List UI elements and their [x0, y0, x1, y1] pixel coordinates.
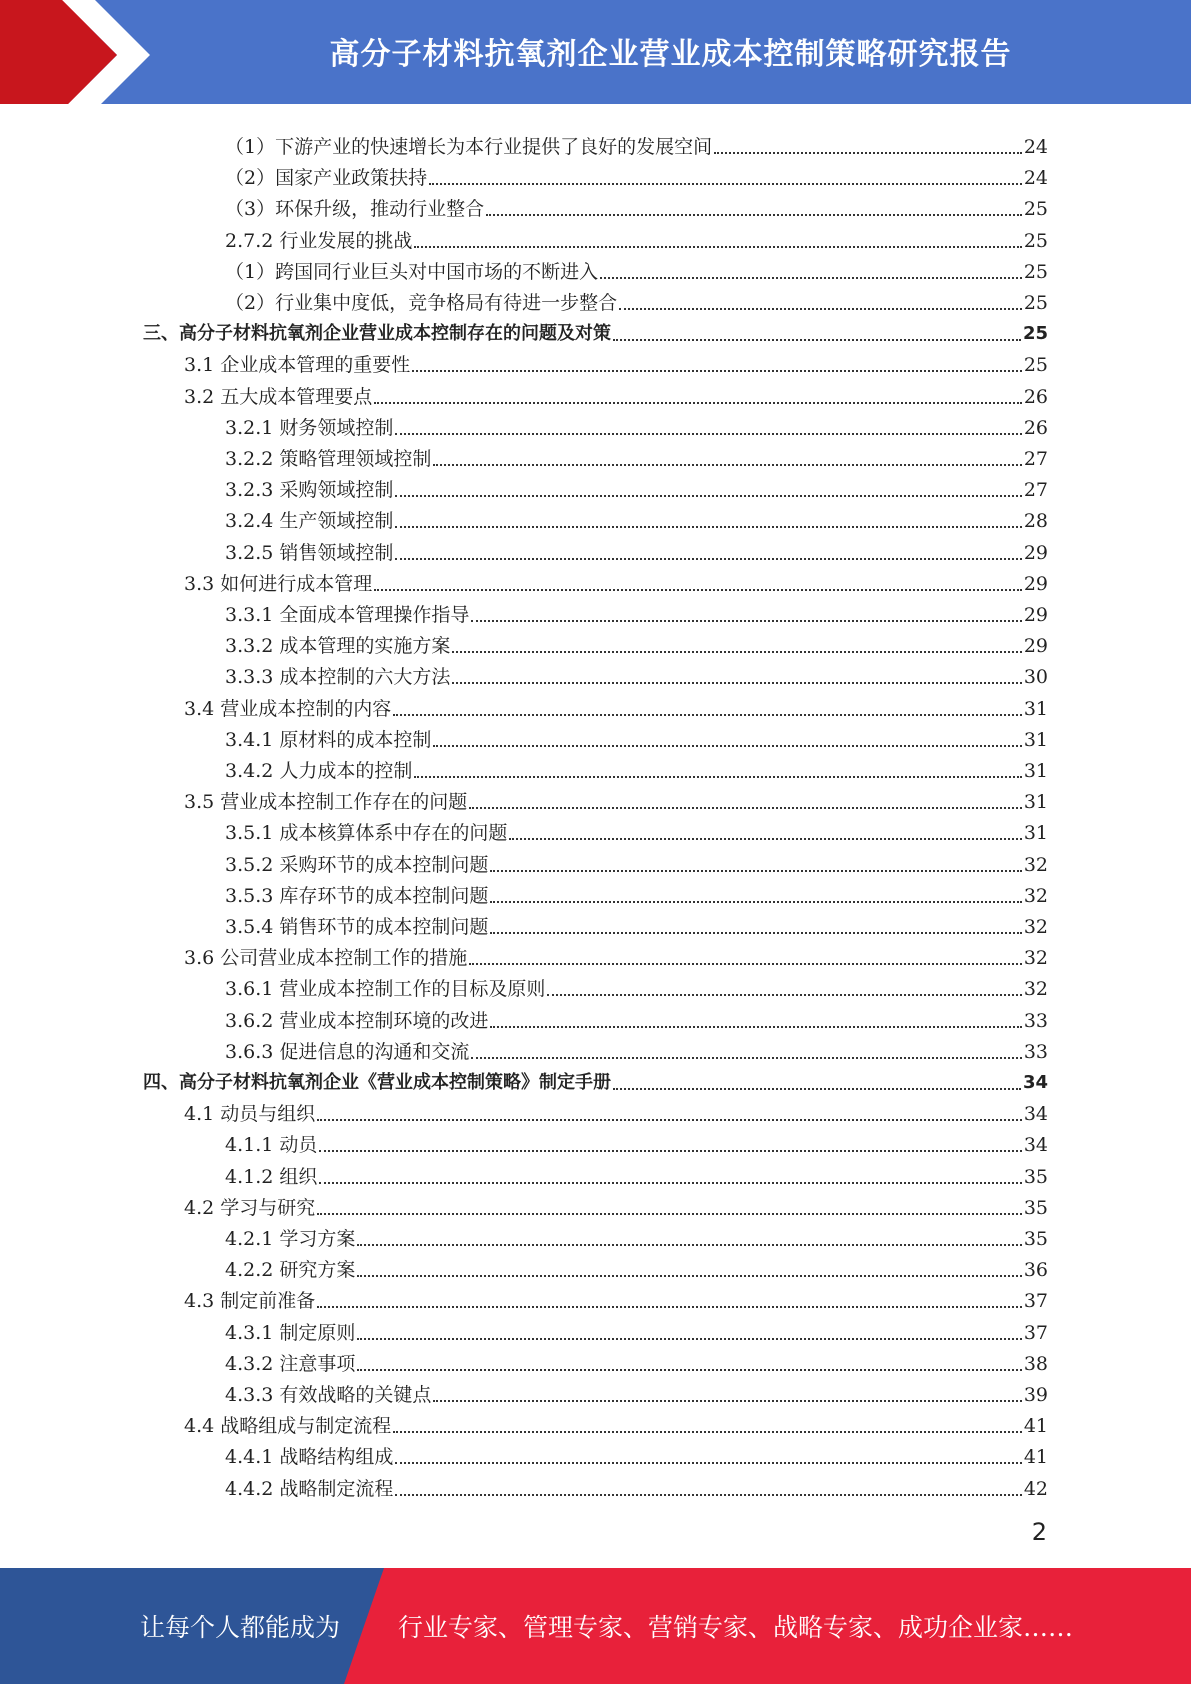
toc-entry[interactable]: [184, 378, 1048, 409]
toc-entry-page: 25: [1023, 198, 1048, 221]
toc-entry-page: 26: [1023, 385, 1048, 408]
toc-entry[interactable]: [225, 1470, 1048, 1501]
toc-entry-title: 4.1 动员与组织: [184, 1103, 316, 1126]
toc-entry[interactable]: [225, 721, 1048, 752]
toc-entry[interactable]: [225, 846, 1048, 877]
toc-entry-title: 3.6.3 促进信息的沟通和交流: [225, 1040, 470, 1063]
toc-entry[interactable]: [225, 222, 1048, 253]
toc-entry[interactable]: [225, 534, 1048, 565]
toc-dot-leader: [714, 152, 1022, 154]
toc-entry-title: 3.3.2 成本管理的实施方案: [225, 635, 451, 658]
toc-entry-page: 25: [1023, 229, 1048, 252]
toc-entry[interactable]: [225, 1033, 1048, 1064]
toc-entry-title: 3.4 营业成本控制的内容: [184, 697, 392, 720]
slogan-footer: [0, 1568, 1191, 1684]
toc-entry-title: 4.4 战略组成与制定流程: [184, 1415, 392, 1438]
toc-entry-page: 42: [1023, 1477, 1048, 1500]
toc-entry-title: （3）环保升级，推动行业整合: [225, 198, 485, 221]
toc-entry-title: 4.4.1 战略结构组成: [225, 1446, 394, 1469]
toc-dot-leader: [414, 776, 1021, 778]
toc-entry-page: 35: [1023, 1228, 1048, 1250]
toc-dot-leader: [319, 1182, 1021, 1184]
toc-entry[interactable]: [225, 1314, 1048, 1345]
toc-entry-title: （2）国家产业政策扶持: [225, 167, 428, 190]
toc-entry-title: 3.2.5 销售领域控制: [225, 541, 394, 564]
footer-slogan-right: 行业专家、管理专家、营销专家、战略专家、成功企业家……: [398, 1613, 1074, 1642]
toc-dot-leader: [395, 433, 1021, 435]
toc-entry-page: 25: [1023, 354, 1048, 377]
toc-entry[interactable]: [184, 690, 1048, 721]
toc-entry[interactable]: [225, 190, 1048, 221]
toc-dot-leader: [357, 1369, 1021, 1371]
toc-entry-page: 33: [1023, 1040, 1048, 1063]
toc-entry[interactable]: [225, 814, 1048, 845]
toc-dot-leader: [471, 1057, 1021, 1059]
toc-entry-page: 38: [1023, 1352, 1048, 1375]
toc-entry-title: （1）下游产业的快速增长为本行业提供了良好的发展空间: [225, 136, 713, 158]
toc-entry-title: 3.4.1 原材料的成本控制: [225, 728, 432, 751]
toc-entry-title: 3.2.3 采购领域控制: [225, 479, 394, 502]
toc-entry-page: 31: [1023, 760, 1048, 782]
toc-entry-page: 41: [1023, 1415, 1048, 1438]
header-underline: [0, 104, 1191, 110]
toc-entry-page: 25: [1023, 260, 1048, 283]
toc-entry-page: 34: [1023, 1103, 1048, 1126]
toc-dot-leader: [393, 1431, 1022, 1433]
toc-entry[interactable]: [225, 908, 1048, 939]
toc-dot-leader: [395, 495, 1021, 497]
toc-entry-title: 3.4.2 人力成本的控制: [225, 760, 413, 782]
toc-entry-title: 3.6.1 营业成本控制工作的目标及原则: [225, 978, 546, 1001]
toc-dot-leader: [374, 402, 1022, 404]
toc-entry-page: 35: [1023, 1196, 1048, 1219]
toc-entry[interactable]: [143, 1064, 1048, 1095]
toc-dot-leader: [414, 246, 1021, 248]
toc-dot-leader: [490, 1026, 1021, 1028]
toc-entry-title: 3.6.2 营业成本控制环境的改进: [225, 1009, 489, 1032]
toc-entry-page: 33: [1023, 1009, 1048, 1032]
toc-entry-title: 4.2.1 学习方案: [225, 1228, 356, 1250]
header-arrow-decoration: [0, 0, 150, 110]
toc-entry[interactable]: [225, 1220, 1048, 1251]
toc-entry-page: 31: [1023, 791, 1048, 814]
toc-entry-title: 3.1 企业成本管理的重要性: [184, 354, 411, 377]
toc-dot-leader: [395, 1462, 1021, 1464]
toc-entry-page: 32: [1023, 884, 1048, 907]
toc-entry-page: 35: [1023, 1165, 1048, 1188]
toc-entry-page: 32: [1023, 978, 1048, 1001]
toc-entry-page: 37: [1023, 1321, 1048, 1344]
toc-entry-page: 24: [1023, 167, 1048, 190]
toc-entry-page: 32: [1023, 916, 1048, 938]
toc-entry[interactable]: [225, 658, 1048, 689]
toc-entry[interactable]: [184, 346, 1048, 377]
toc-entry-title: 3.5.2 采购环节的成本控制问题: [225, 853, 489, 876]
toc-dot-leader: [429, 183, 1022, 185]
toc-dot-leader: [490, 901, 1021, 903]
toc-dot-leader: [490, 870, 1021, 872]
toc-dot-leader: [357, 1275, 1021, 1277]
toc-entry-title: 3.5.1 成本核算体系中存在的问题: [225, 822, 508, 845]
toc-dot-leader: [317, 1213, 1022, 1215]
toc-entry[interactable]: [184, 1282, 1048, 1313]
toc-entry-title: 4.3.3 有效战略的关键点: [225, 1384, 432, 1406]
toc-dot-leader: [412, 370, 1022, 372]
toc-entry-title: 3.3 如何进行成本管理: [184, 572, 373, 595]
toc-entry-page: 31: [1023, 697, 1048, 720]
toc-entry-page: 30: [1023, 666, 1048, 689]
toc-entry[interactable]: [184, 939, 1048, 970]
toc-entry-title: 2.7.2 行业发展的挑战: [225, 229, 413, 252]
toc-entry-page: 29: [1023, 635, 1048, 658]
toc-entry-title: 4.1.1 动员: [225, 1134, 318, 1157]
toc-entry-page: 25: [1023, 292, 1048, 314]
toc-dot-leader: [619, 308, 1022, 310]
toc-entry-title: 3.5.3 库存环节的成本控制问题: [225, 884, 489, 907]
page-number: 2: [1031, 1518, 1047, 1546]
toc-entry[interactable]: [225, 752, 1048, 783]
toc-entry-page: 31: [1023, 728, 1048, 751]
toc-entry-title: 3.2.1 财务领域控制: [225, 416, 394, 439]
toc-entry-page: 41: [1023, 1446, 1048, 1469]
toc-dot-leader: [600, 277, 1022, 279]
toc-dot-leader: [357, 1244, 1021, 1246]
toc-entry[interactable]: [225, 159, 1048, 190]
toc-entry[interactable]: [225, 1158, 1048, 1189]
toc-entry-title: 4.3.1 制定原则: [225, 1321, 356, 1344]
toc-entry-page: 31: [1023, 822, 1048, 845]
toc-entry[interactable]: [225, 1126, 1048, 1157]
footer-slogan-left: 让每个人都能成为: [140, 1613, 341, 1642]
toc-entry-title: 3.5.4 销售环节的成本控制问题: [225, 916, 489, 938]
toc-entry-page: 29: [1023, 541, 1048, 564]
report-title: 高分子材料抗氧剂企业营业成本控制策略研究报告: [329, 37, 1012, 72]
toc-entry[interactable]: [225, 877, 1048, 908]
toc-entry-page: 34: [1022, 1072, 1048, 1093]
toc-entry-page: 26: [1023, 416, 1048, 439]
toc-dot-leader: [374, 589, 1022, 591]
toc-entry-page: 37: [1023, 1290, 1048, 1313]
toc-dot-leader: [393, 714, 1022, 716]
toc-dot-leader: [395, 526, 1021, 528]
toc-entry[interactable]: [225, 1438, 1048, 1469]
toc-dot-leader: [319, 1150, 1021, 1152]
toc-entry[interactable]: [225, 409, 1048, 440]
toc-entry-title: （1）跨国同行业巨头对中国市场的不断进入: [225, 260, 599, 283]
toc-dot-leader: [317, 1119, 1022, 1121]
toc-entry[interactable]: [225, 1376, 1048, 1407]
toc-entry[interactable]: [143, 315, 1048, 346]
toc-entry[interactable]: [184, 1095, 1048, 1126]
toc-dot-leader: [469, 963, 1022, 965]
toc-entry-title: 四、高分子材料抗氧剂企业《营业成本控制策略》制定手册: [143, 1072, 611, 1093]
toc-entry[interactable]: [225, 970, 1048, 1001]
toc-dot-leader: [433, 1400, 1021, 1402]
toc-entry-title: （2）行业集中度低，竞争格局有待进一步整合: [225, 292, 618, 314]
toc-entry-page: 32: [1023, 947, 1048, 970]
toc-entry-title: 4.3 制定前准备: [184, 1290, 316, 1313]
toc-entry[interactable]: [225, 253, 1048, 284]
toc-dot-leader: [317, 1306, 1022, 1308]
toc-dot-leader: [433, 464, 1021, 466]
toc-entry[interactable]: [225, 596, 1048, 627]
toc-dot-leader: [613, 339, 1021, 341]
toc-dot-leader: [357, 1338, 1021, 1340]
toc-dot-leader: [547, 994, 1021, 996]
toc-entry[interactable]: [225, 471, 1048, 502]
toc-entry-title: 4.4.2 战略制定流程: [225, 1477, 394, 1500]
toc-entry-page: 27: [1023, 479, 1048, 502]
toc-entry[interactable]: [225, 1002, 1048, 1033]
toc-entry-title: 4.2 学习与研究: [184, 1196, 316, 1219]
toc-entry-page: 39: [1023, 1384, 1048, 1406]
toc-dot-leader: [452, 682, 1021, 684]
toc-dot-leader: [395, 558, 1021, 560]
toc-entry-page: 32: [1023, 853, 1048, 876]
toc-entry-title: 三、高分子材料抗氧剂企业营业成本控制存在的问题及对策: [143, 323, 611, 345]
toc-entry-page: 27: [1023, 448, 1048, 470]
toc-dot-leader: [433, 745, 1021, 747]
toc-entry[interactable]: [225, 440, 1048, 471]
toc-entry-page: 29: [1023, 572, 1048, 595]
toc-entry-title: 3.2 五大成本管理要点: [184, 385, 373, 408]
toc-entry[interactable]: [225, 1345, 1048, 1376]
toc-entry-title: 3.2.4 生产领域控制: [225, 510, 394, 533]
toc-entry[interactable]: [184, 1407, 1048, 1438]
toc-entry-title: 3.3.1 全面成本管理操作指导: [225, 604, 470, 626]
toc-dot-leader: [471, 620, 1021, 622]
toc-entry-title: 3.6 公司营业成本控制工作的措施: [184, 947, 468, 970]
toc-entry[interactable]: [225, 627, 1048, 658]
toc-entry-title: 4.2.2 研究方案: [225, 1259, 356, 1282]
toc-entry-page: 28: [1023, 510, 1048, 533]
toc-entry-title: 4.3.2 注意事项: [225, 1352, 356, 1375]
toc-dot-leader: [469, 807, 1022, 809]
toc-entry[interactable]: [184, 565, 1048, 596]
toc-entry-page: 24: [1023, 136, 1048, 158]
toc-entry[interactable]: [184, 783, 1048, 814]
toc-dot-leader: [395, 1494, 1021, 1496]
toc-dot-leader: [486, 214, 1022, 216]
toc-dot-leader: [613, 1088, 1021, 1090]
toc-entry-title: 3.2.2 策略管理领域控制: [225, 448, 432, 470]
toc-entry-page: 36: [1023, 1259, 1048, 1282]
toc-entry-title: 3.5 营业成本控制工作存在的问题: [184, 791, 468, 814]
toc-entry-page: 29: [1023, 604, 1048, 626]
toc-entry[interactable]: [225, 502, 1048, 533]
toc-entry[interactable]: [225, 128, 1048, 159]
toc-entry[interactable]: [225, 1251, 1048, 1282]
toc-entry-title: 4.1.2 组织: [225, 1165, 318, 1188]
toc-dot-leader: [452, 651, 1021, 653]
report-header: [0, 0, 1191, 110]
toc-entry[interactable]: [225, 284, 1048, 315]
toc-entry-page: 25: [1022, 323, 1048, 345]
toc-entry[interactable]: [184, 1189, 1048, 1220]
toc-dot-leader: [490, 932, 1021, 934]
toc-entry-page: 34: [1023, 1134, 1048, 1157]
toc-entry-title: 3.3.3 成本控制的六大方法: [225, 666, 451, 689]
toc-dot-leader: [509, 838, 1021, 840]
